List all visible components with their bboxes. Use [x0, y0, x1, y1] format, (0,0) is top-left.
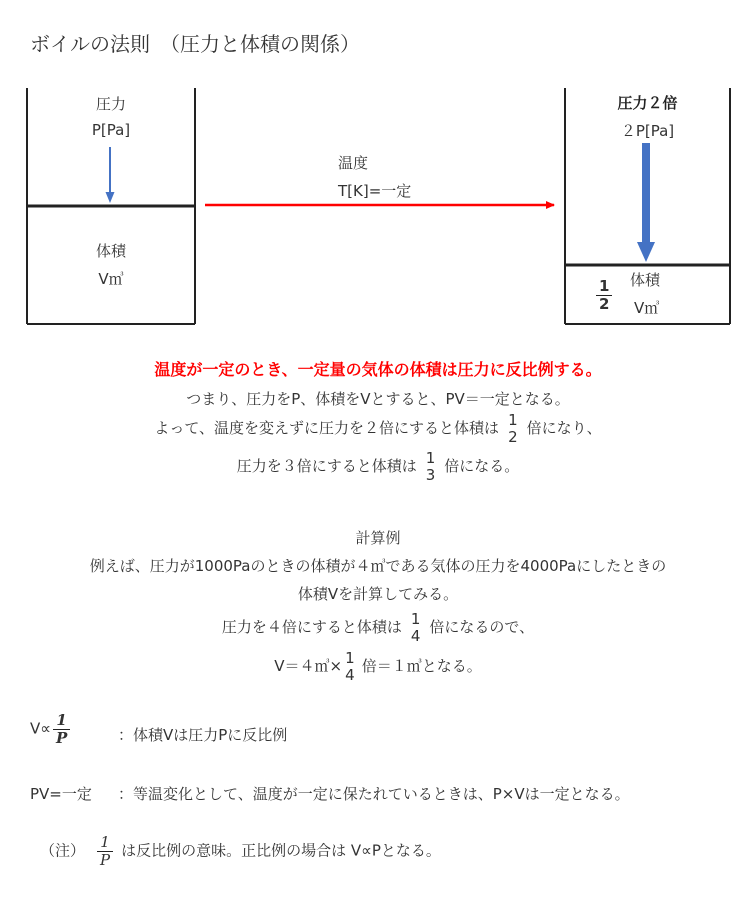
formula1-desc: ：体積Vは圧力Pに反比例: [118, 726, 288, 744]
calc-line-2: 体積Vを計算してみる。: [297, 585, 459, 603]
formula1-num: 1: [53, 712, 69, 730]
note-pre: （注）: [40, 841, 86, 860]
line3-num: 1: [425, 449, 436, 467]
temperature-label: 温度: [338, 154, 369, 172]
calc4-den: 4: [345, 665, 355, 684]
formula-1: [30, 712, 70, 746]
note-post: は反比例の意味。正比例の場合は V∝Pとなる。: [121, 841, 441, 860]
right-volume-label: 体積: [630, 271, 661, 289]
explanation-line-1: つまり、圧力をP、体積をVとすると、PV＝一定となる。: [186, 390, 570, 408]
formula1-den: P: [55, 728, 68, 747]
explanation-line-2: [0, 412, 756, 445]
left-pressure-value: P[Pa]: [91, 121, 131, 139]
left-pressure-label: 圧力: [95, 95, 126, 113]
calc4-num: 1: [345, 649, 355, 667]
right-pressure-value: ２P[Pa]: [620, 122, 675, 140]
right-pressure-arrow: [637, 143, 655, 262]
note-num: 1: [97, 834, 113, 852]
right-volume-value: V㎥: [634, 299, 660, 317]
formula1-lhs: V∝: [30, 719, 51, 738]
calc-line-3: [0, 611, 756, 644]
note: [40, 834, 441, 868]
line3-den: 3: [425, 465, 436, 484]
calc-heading: 計算例: [355, 529, 401, 547]
line2-pre: よって、温度を変えずに圧力を２倍にすると体積は: [154, 419, 500, 437]
left-volume-value: V㎥: [98, 270, 124, 288]
left-pressure-arrow: [106, 147, 115, 203]
temperature-value: T[K]=一定: [338, 182, 412, 200]
right-frac-den: 2: [599, 294, 610, 313]
calc3-pre: 圧力を４倍にすると体積は: [221, 618, 402, 636]
note-den: P: [100, 850, 111, 869]
right-volume-fraction: [596, 278, 612, 312]
line2-den: 2: [508, 427, 518, 446]
right-pressure-label: 圧力２倍: [617, 94, 678, 112]
line3-pre: 圧力を３倍にすると体積は: [236, 457, 417, 475]
page-title: ボイルの法則 （圧力と体積の関係）: [30, 32, 360, 56]
calc-line-4: [0, 650, 756, 683]
line3-post: 倍になる。: [444, 457, 520, 475]
calc4-pre: V＝４㎥×: [274, 657, 343, 675]
calc3-num: 1: [410, 610, 421, 628]
calc3-den: 4: [410, 626, 421, 645]
explanation-line-3: [0, 450, 756, 483]
line2-num: 1: [508, 411, 518, 429]
right-frac-num: 1: [596, 278, 612, 296]
headline: 温度が一定のとき、一定量の気体の体積は圧力に反比例する。: [154, 360, 602, 379]
calc4-post: 倍＝１㎥となる。: [361, 657, 482, 675]
formula2-lhs: PV=一定: [30, 785, 92, 803]
calc-line-1: 例えば、圧力が1000Paのときの体積が４㎥である気体の圧力を4000Paにしたときの: [89, 557, 667, 575]
line2-post: 倍になり、: [526, 419, 602, 437]
left-volume-label: 体積: [95, 242, 126, 260]
calc3-post: 倍になるので、: [429, 618, 535, 636]
formula2-desc: ：等温変化として、温度が一定に保たれているときは、P×Vは一定となる。: [118, 785, 630, 803]
